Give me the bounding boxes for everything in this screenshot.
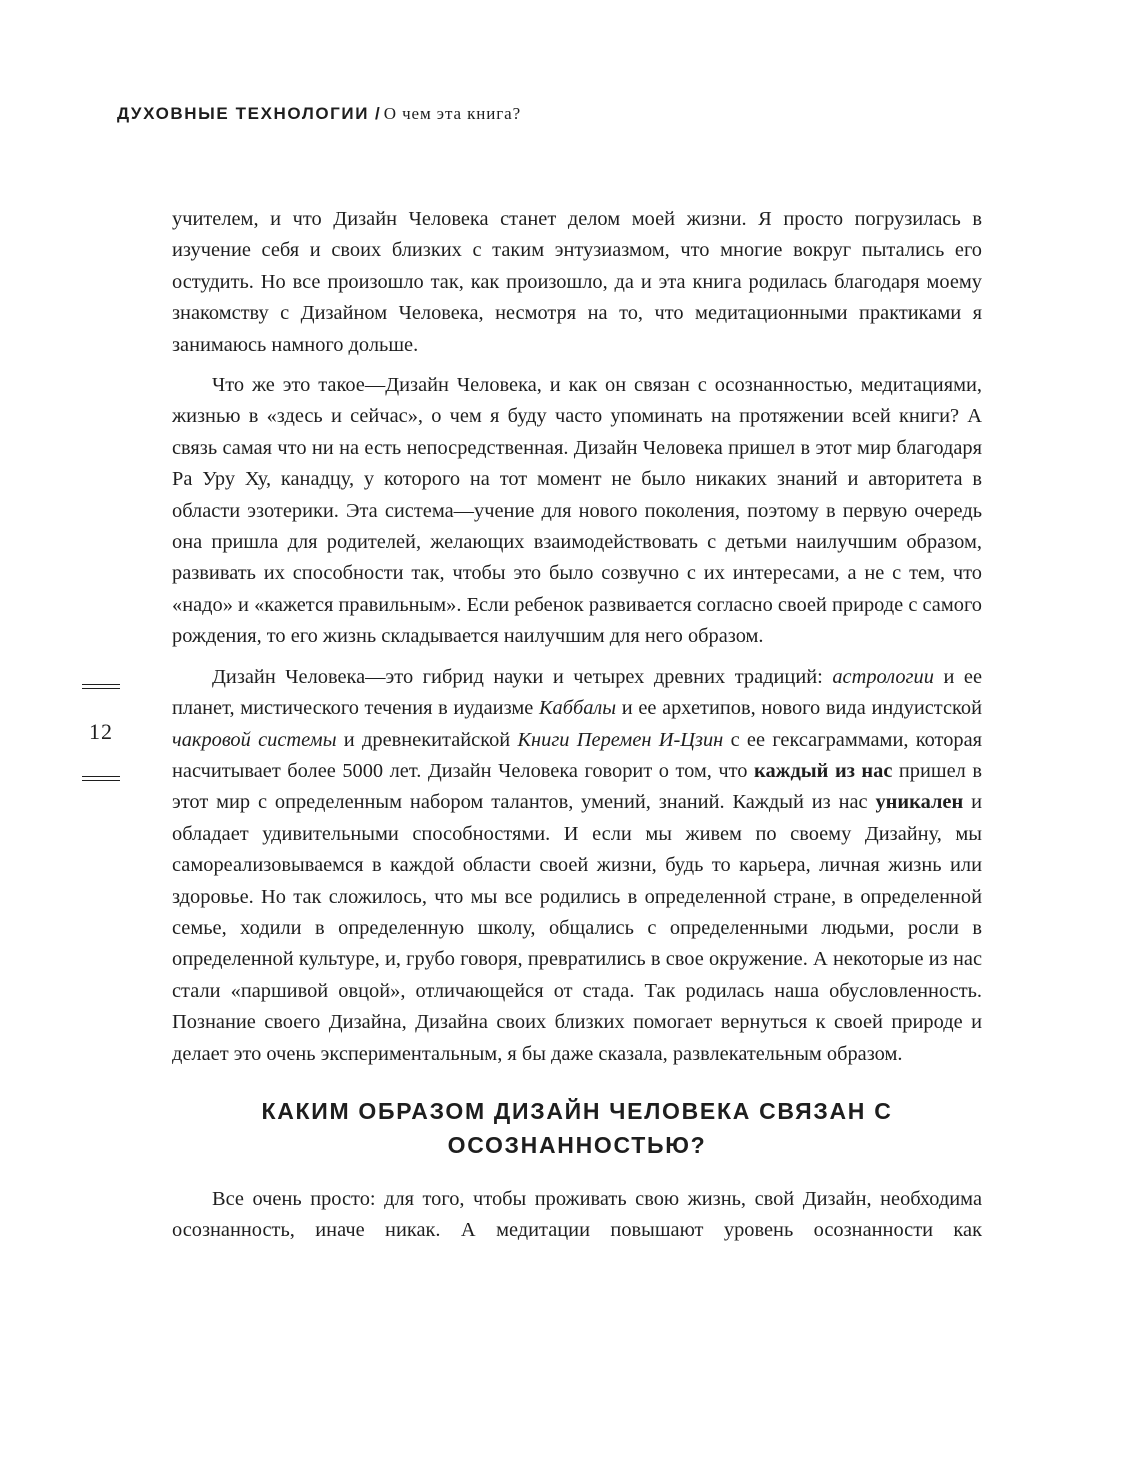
book-title: ДУХОВНЫЕ ТЕХНОЛОГИИ: [117, 104, 370, 123]
body-text: [172, 204, 982, 1247]
page-number: 12: [89, 719, 113, 744]
closing-paragraph: Все очень просто: для того, чтобы проживать свою жизнь, свой Дизайн, необходима осознанность, иначе никак. А медитации повышают уровень осознанности как: [172, 1187, 982, 1242]
bold-run: каждый из нас: [754, 759, 893, 782]
text-run: Что же это такое—Дизайн Человека, и как он связан с осознанностью, медитациями, жизнью в «здесь и сейчас», о чем я буду часто упоминать на протяжении всей книги? А связь самая что ни на есть непосредственная. Дизайн Человека пришел в этот мир благодаря Ра Уру Ху, канадцу, у которого на тот момент не было никаких знаний и авторитета в области эзотерики. Эта система—учение для нового поколения, поэтому в первую очередь она пришла для родителей, желающих взаимодействовать с детьми наилучшим образом, развивать их способности так, чтобы это было созвучно с их интересами, а не с тем, что «надо» и «кажется правильным». Если ребенок развивается согласно своей природе с самого рождения, то его жизнь складывается наилучшим для него образом.: [172, 374, 982, 648]
text-run: и ее планет, мистического течения в иудаизме: [172, 665, 982, 720]
folio-rule-bottom: [82, 776, 120, 781]
paragraph: [172, 204, 982, 361]
bold-run: уникален: [875, 791, 964, 814]
italic-run: Книги Перемен И-Цзин: [517, 728, 724, 751]
text-run: с ее гексаграммами, которая насчитывает более 5000 лет. Дизайн Человека говорит о том, что: [172, 728, 983, 782]
running-head-separator: /: [375, 104, 380, 123]
folio-rule-top: [82, 684, 120, 689]
paragraph: [172, 662, 982, 1070]
italic-run: Каббалы: [538, 697, 617, 720]
italic-run: астрологии: [832, 665, 934, 688]
page-folio: [82, 684, 120, 781]
text-run: пришел в этот мир с определенным набором талантов, умений, знаний. Каждый из нас: [172, 759, 982, 814]
paragraph: [172, 370, 982, 653]
text-run: Дизайн Человека—это гибрид науки и четырех древних традиций:: [212, 665, 833, 688]
text-run: и древнекитайской: [336, 728, 518, 751]
paragraph-list: [172, 204, 982, 1070]
chapter-title: О чем эта книга?: [383, 104, 522, 123]
section-heading: КАКИМ ОБРАЗОМ ДИЗАЙН ЧЕЛОВЕКА СВЯЗАН С ОСОЗНАННОСТЬЮ?: [261, 1097, 893, 1158]
italic-run: чакровой системы: [172, 728, 337, 751]
running-head: [117, 104, 521, 124]
text-run: и обладает удивительными способностями. И если мы живем по своему Дизайну, мы самореализовываемся в каждой области своей жизни, будь то карьера, личная жизнь или здоровье. Но так сложилось, что мы все родились в определенной стране, в определенной семье, ходили в определенную школу, общались с определенными людьми, росли в определенной культуре, и, грубо говоря, превратились в свое окружение. А некоторые из нас стали «паршивой овцой», отличающейся от стада. Так родилась наша обусловленность. Познание своего Дизайна, Дизайна своих близких помогает вернуться к своей природе и делает это очень экспериментальным, я бы даже сказала, развлекательным образом.: [172, 791, 982, 1065]
text-run: учителем, и что Дизайн Человека станет делом моей жизни. Я просто погрузилась в изучение себя и своих близких с таким энтузиазмом, что многие вокруг пытались его остудить. Но все произошло так, как произошло, да и эта книга родилась благодаря моему знакомству с Дизайном Человека, несмотря на то, что медитационными практиками я занимаюсь намного дольше.: [172, 208, 982, 356]
text-run: и ее архетипов, нового вида индуистской: [616, 697, 982, 720]
